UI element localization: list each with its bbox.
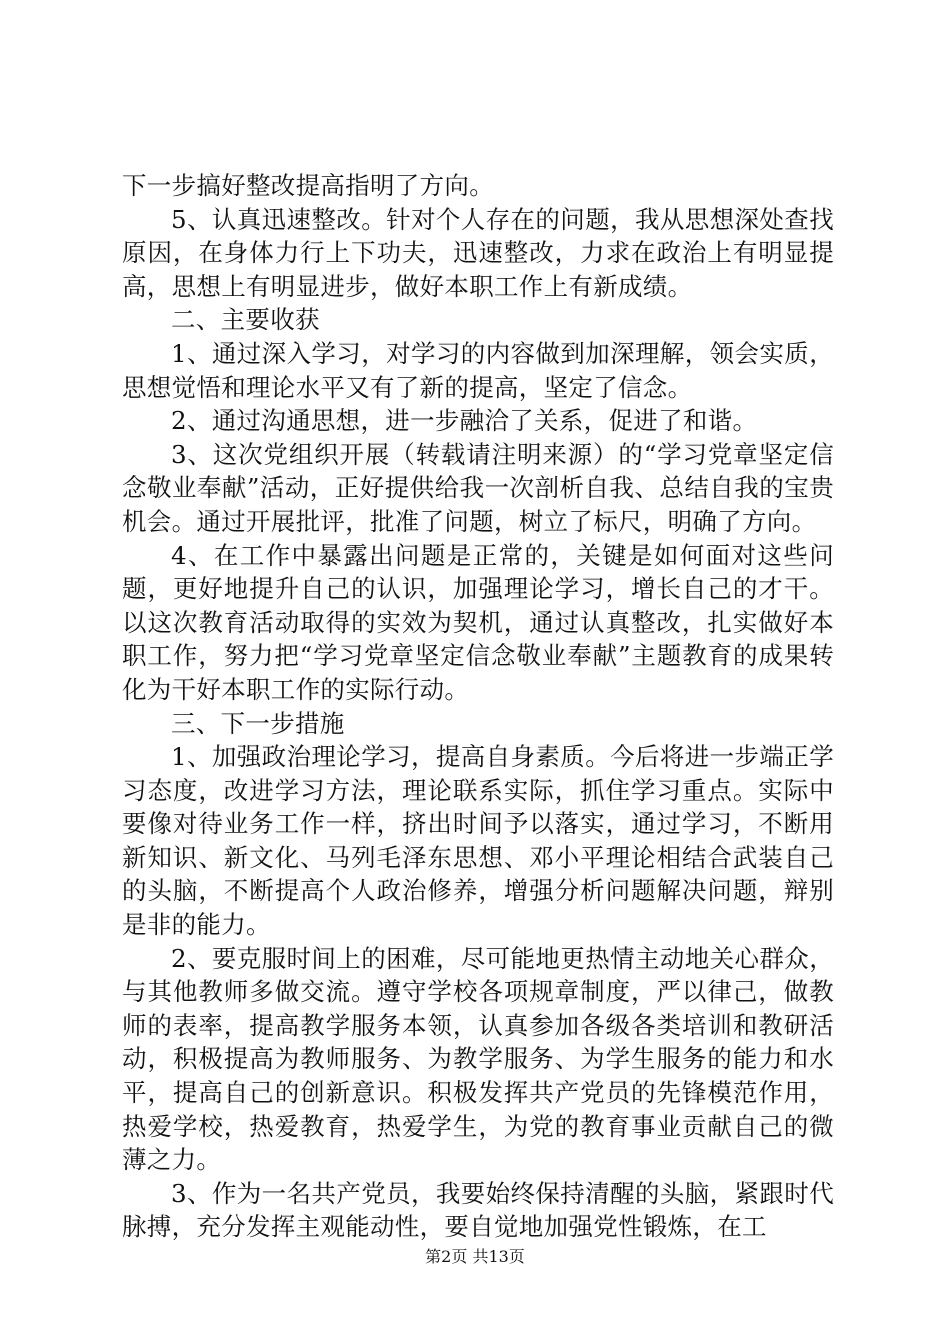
paragraph: 下一步搞好整改提高指明了方向。: [122, 171, 494, 200]
paragraph: 2、通过沟通思想，进一步融洽了关系，促进了和谐。: [171, 406, 758, 436]
document-body: [122, 169, 834, 1244]
paragraph: 1、通过深入学习，对学习的内容做到加深理解，领会实质，思想觉悟和理论水平又有了新的提高，坚定了信念。: [122, 338, 834, 402]
page-footer: 第2页 共13页: [425, 1247, 525, 1266]
section-heading: 三、下一步措施: [171, 708, 345, 738]
paragraph: 4、在工作中暴露出问题是正常的，关键是如何面对这些问题，更好地提升自己的认识，加强理论学习，增长自己的才干。以这次教育活动取得的实效为契机，通过认真整改，扎实做好本职工作，努力把“学习党章坚定信念敬业奉献”主题教育的成果转化为干好本职工作的实际行动。: [122, 540, 834, 704]
paragraph: 3、作为一名共产党员，我要始终保持清醒的头脑，紧跟时代脉搏，充分发挥主观能动性，要自觉地加强党性锻炼，在工: [122, 1178, 834, 1242]
paragraph: 1、加强政治理论学习，提高自身素质。今后将进一步端正学习态度，改进学习方法，理论联系实际，抓住学习重点。实际中要像对待业务工作一样，挤出时间予以落实，通过学习，不断用新知识、新文化、马列毛泽东思想、邓小平理论相结合武装自己的头脑，不断提高个人政治修养，增强分析问题解决问题，辩别是非的能力。: [122, 742, 834, 940]
section-heading: 二、主要收获: [171, 305, 320, 335]
paragraph: 3、这次党组织开展（转载请注明来源）的“学习党章坚定信念敬业奉献”活动，正好提供给我一次剖析自我、总结自我的宝贵机会。通过开展批评，批准了问题，树立了标尺，明确了方向。: [122, 439, 834, 536]
paragraph: 5、认真迅速整改。针对个人存在的问题，我从思想深处查找原因，在身体力行上下功夫，迅速整改，力求在政治上有明显提高，思想上有明显进步，做好本职工作上有新成绩。: [122, 204, 834, 301]
paragraph: 2、要克服时间上的困难，尽可能地更热情主动地关心群众，与其他教师多做交流。遵守学校各项规章制度，严以律己，做教师的表率，提高教学服务本领，认真参加各级各类培训和教研活动，积极提高为教师服务、为教学服务、为学生服务的能力和水平，提高自己的创新意识。积极发挥共产党员的先锋模范作用，热爱学校，热爱教育，热爱学生，为党的教育事业贡献自己的微薄之力。: [122, 943, 834, 1175]
